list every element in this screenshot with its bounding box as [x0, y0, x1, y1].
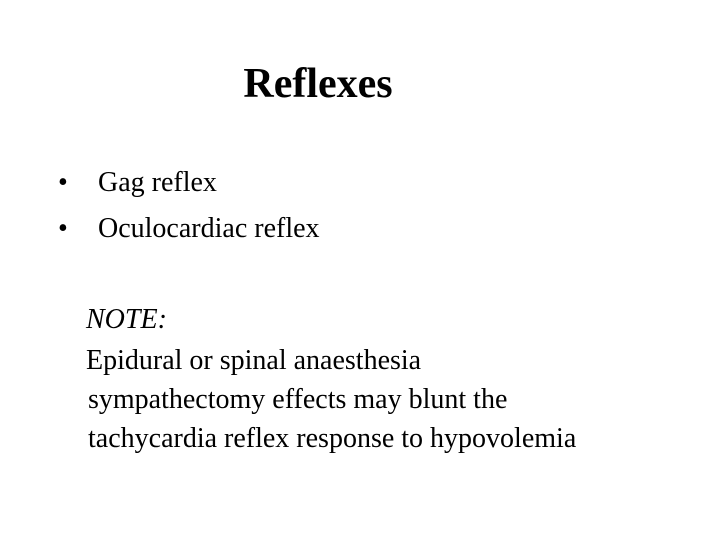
bullet-item: [58, 162, 658, 208]
note-line: sympathectomy effects may blunt the: [88, 384, 508, 415]
bullet-marker: •: [58, 167, 68, 198]
note-block: [86, 300, 686, 458]
bullet-list: [58, 162, 658, 254]
note-line: Epidural or spinal anaesthesia: [86, 345, 422, 376]
bullet-marker: •: [58, 213, 68, 244]
bullet-item: [58, 208, 658, 254]
note-heading: NOTE:: [86, 304, 167, 335]
note-body: [86, 341, 686, 458]
slide-title: Reflexes: [243, 61, 393, 107]
note-line: tachycardia reflex response to hypovolemia: [88, 423, 577, 454]
bullet-text: Oculocardiac reflex: [98, 213, 320, 244]
bullet-text: Gag reflex: [98, 167, 217, 198]
